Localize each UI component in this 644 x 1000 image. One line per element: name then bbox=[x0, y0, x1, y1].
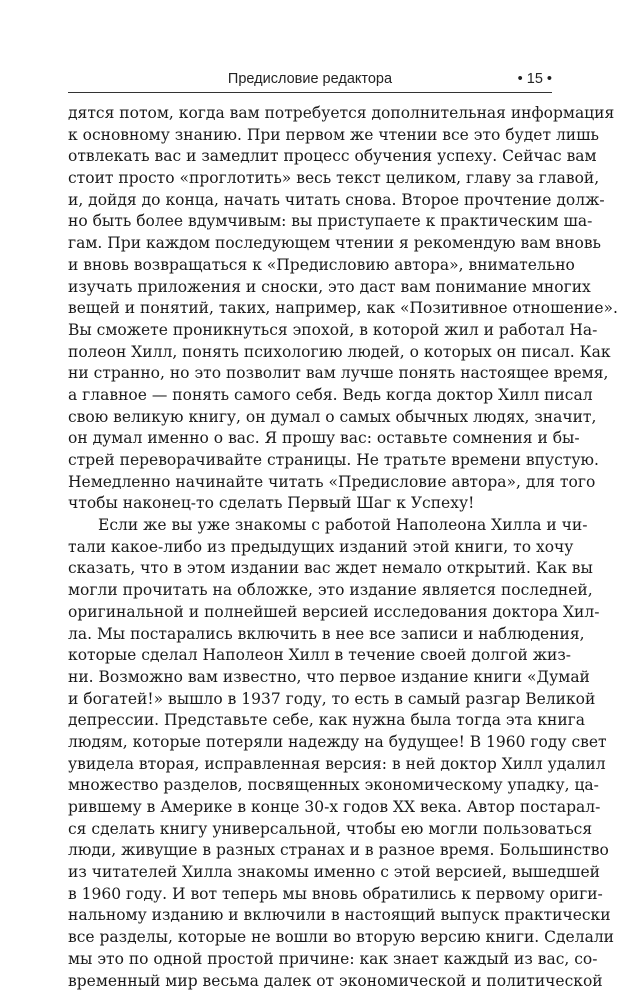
paragraph bbox=[68, 515, 614, 992]
text-line: и вновь возвращаться к «Предисловию автора», внимательно bbox=[68, 255, 575, 274]
text-line: из читателей Хилла знакомы именно с этой версией, вышедшей bbox=[68, 863, 600, 882]
text-line: множество разделов, посвященных экономическому упадку, ца- bbox=[68, 776, 599, 795]
text-line: изучать приложения и сноски, это даст вам понимание многих bbox=[68, 277, 591, 296]
text-line: все разделы, которые не вошли во вторую версию книги. Сделали bbox=[68, 928, 614, 947]
text-line: отвлекать вас и замедлит процесс обучения успеху. Сейчас вам bbox=[68, 147, 597, 166]
text-line: временный мир весьма далек от экономической и политической bbox=[68, 971, 603, 990]
text-line: нальному изданию и включили в настоящий выпуск практически bbox=[68, 906, 611, 925]
text-line: депрессии. Представьте себе, как нужна была тогда эта книга bbox=[68, 711, 586, 730]
text-line: увидела вторая, исправленная версия: в ней доктор Хилл удалил bbox=[68, 754, 606, 773]
text-line: Немедленно начинайте читать «Предисловие автора», для того bbox=[68, 472, 596, 491]
text-line: чтобы наконец-то сделать Первый Шаг к Успеху! bbox=[68, 494, 475, 513]
text-line: дятся потом, когда вам потребуется дополнительная информация bbox=[68, 104, 615, 122]
text-line: в 1960 году. И вот теперь мы вновь обратились к первому ориги- bbox=[68, 884, 603, 903]
text-line: и, дойдя до конца, начать читать снова. Второе прочтение долж- bbox=[68, 190, 605, 209]
text-line: люди, живущие в разных странах и в разное время. Большинство bbox=[68, 841, 609, 860]
text-line: могли прочитать на обложке, это издание является последней, bbox=[68, 581, 593, 600]
text-line: он думал именно о вас. Я прошу вас: оставьте сомнения и бы- bbox=[68, 429, 580, 448]
text-line: мы это по одной простой причине: как знает каждый из вас, со- bbox=[68, 949, 598, 968]
text-line: ся сделать книгу универсальной, чтобы ею могли пользоваться bbox=[68, 819, 593, 838]
text-line: ни странно, но это позволит вам лучше понять настоящее время, bbox=[68, 364, 609, 383]
text-line: стрей переворачивайте страницы. Не тратьте времени впустую. bbox=[68, 451, 599, 469]
page-number: • 15 • bbox=[517, 71, 552, 87]
text-line: тали какое-либо из предыдущих изданий этой книги, то хочу bbox=[68, 537, 574, 556]
text-line: ла. Мы постарались включить в нее все записи и наблюдения, bbox=[68, 624, 585, 643]
text-line: вещей и понятий, таких, например, как «Позитивное отношение». bbox=[68, 299, 618, 318]
body-text bbox=[68, 103, 618, 992]
text-line: людям, которые потеряли надежду на будущее! В 1960 году свет bbox=[68, 732, 607, 751]
text-line: сказать, что в этом издании вас ждет немало открытий. Как вы bbox=[68, 559, 593, 578]
text-line: стоит просто «проглотить» весь текст целиком, главу за главой, bbox=[68, 169, 600, 188]
paragraph bbox=[68, 103, 618, 515]
text-line: полеон Хилл, понять психологию людей, о которых он писал. Как bbox=[68, 342, 611, 361]
text-line: Если же вы уже знакомы с работой Наполеона Хилла и чи- bbox=[98, 516, 588, 535]
text-line: свою великую книгу, он думал о самых обычных людях, значит, bbox=[68, 407, 597, 426]
text-line: которые сделал Наполеон Хилл в течение своей долгой жиз- bbox=[68, 646, 572, 665]
text-line: а главное — понять самого себя. Ведь когда доктор Хилл писал bbox=[68, 385, 593, 404]
text-line: ни. Возможно вам известно, что первое издание книги «Думай bbox=[68, 667, 590, 686]
text-line: рившему в Америке в конце 30-х годов XX века. Автор постарал- bbox=[68, 798, 601, 816]
text-line: оригинальной и полнейшей версией исследования доктора Хил- bbox=[68, 602, 600, 621]
running-head bbox=[68, 69, 552, 89]
running-head-title: Предисловие редактора bbox=[227, 71, 393, 87]
text-line: Вы сможете проникнуться эпохой, в которой жил и работал На- bbox=[68, 320, 598, 339]
text-line: гам. При каждом последующем чтении я рекомендую вам вновь bbox=[68, 234, 601, 253]
header-rule bbox=[68, 92, 552, 93]
text-line: к основному знанию. При первом же чтении все это будет лишь bbox=[68, 125, 599, 144]
text-line: и богатей!» вышло в 1937 году, то есть в самый разгар Великой bbox=[68, 689, 596, 708]
text-line: но быть более вдумчивым: вы приступаете к практическим ша- bbox=[68, 212, 593, 231]
